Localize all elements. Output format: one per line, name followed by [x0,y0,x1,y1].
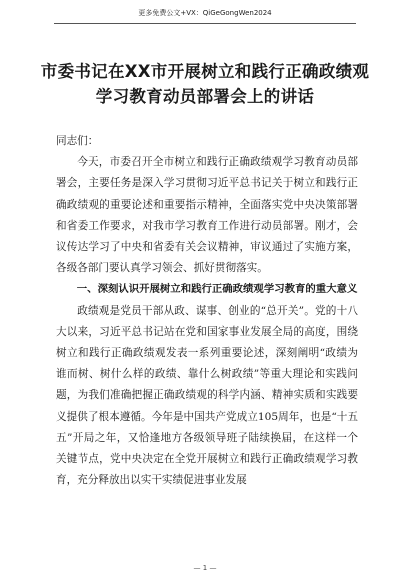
section-heading: 一、深刻认识开展树立和践行正确政绩观学习教育的重大意义 [76,283,358,296]
page-number: — 1 — [193,564,217,572]
greeting: 同志们： [56,135,99,147]
section-paragraph: 政绩观是党员干部从政、谋事、创业的“总开关”。党的十八大以来，习近平总书记站在党和国家事业发展全局的高度，围绕树立和践行正确政绩观发表一系列重要论述，深刻阐明“政绩为谁而树、树什么样的政绩、靠什么树政绩”等重大理论和实践问题，为我们准确把握正确政绩观的科学内涵、精神实质和实践要义提供了根本遵循。今年是中国共产党成立105周年，也是“十五五”开局之年，又恰逢地方各级领导班子陆续换届，在这样一个关键节点，党中央决定在全党开展树立和践行正确政绩观学习教育，充分释放出以实干实绩促进事业发展 [56,304,358,487]
intro-paragraph: 今天，市委召开全市树立和践行正确政绩观学习教育动员部署会，主要任务是深入学习贯彻习近平总书记关于树立和践行正确政绩观的重要论述和重要指示精神，全面落实党中央决策部署和省委工作要求，对我市学习教育工作进行动员部署。刚才，会议传达学习了中央和省委有关会议精神，审议通过了实施方案，各级各部门要认真学习领会、抓好贯彻落实。 [56,156,358,275]
document-body [56,131,358,491]
header-divider [54,23,356,24]
page-header: 更多免费公文+VX：QiGeGongWen2024 [138,9,272,17]
document-title: 市委书记在XX市开展树立和践行正确政绩观学习教育动员部署会上的讲话 [40,62,370,106]
